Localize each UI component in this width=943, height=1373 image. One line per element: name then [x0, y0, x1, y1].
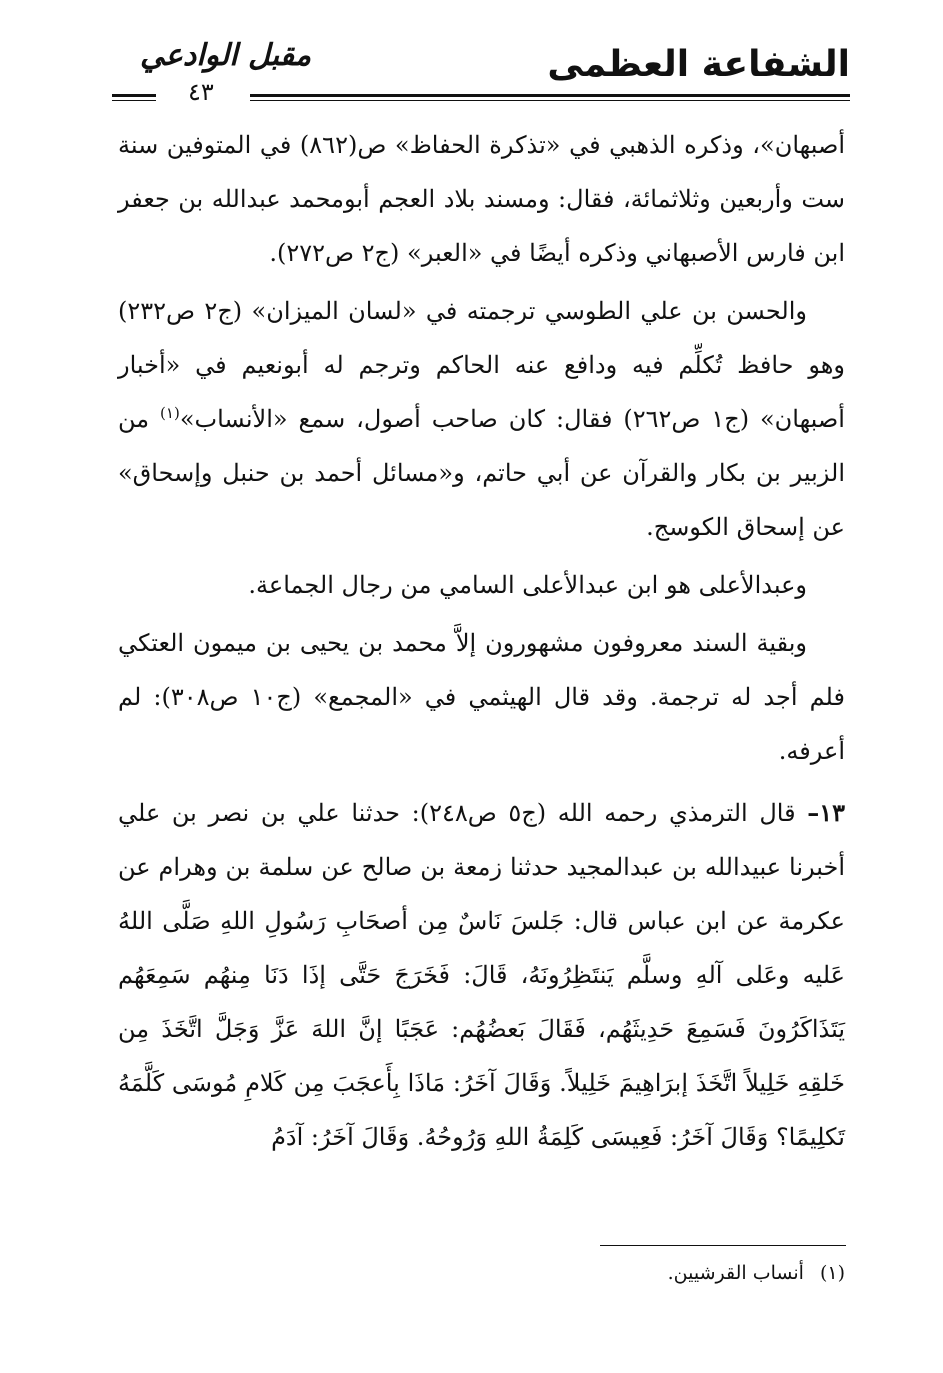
page-header	[110, 30, 850, 110]
page-number: ٤٣	[188, 78, 214, 106]
paragraph: وعبدالأعلى هو ابن عبدالأعلى السامي من رجال الجماعة.	[248, 571, 807, 599]
hadith-number: ١٣–	[807, 798, 846, 827]
footnote-reference: (١)	[160, 404, 180, 422]
footnote	[668, 1262, 845, 1284]
hadith-text: قال الترمذي رحمه الله (ج٥ ص٢٤٨): حدثنا علي بن نصر بن علي أخبرنا عبيدالله بن عبدالمجيد حدثنا زمعة بن صالح عن سلمة بن وهرام عن عكرمة عن ابن عباس قال: جَلسَ نَاسٌ مِن أصحَابِ رَسُولِ اللهِ صَلَّى اللهُ عَليه وعَلى آلهِ وسلَّم يَنتَظِرُونَهُ، قَالَ: فَخَرَجَ حَتَّى إذَا دَنَا مِنهُم سَمِعَهُم يَتَذَاكَرُونَ فَسَمِعَ حَدِيثَهُم، فَقَالَ بَعضُهُم: عَجَبًا إنَّ اللهَ عَزَّ وَجَلَّ اتَّخَذَ مِن خَلقِهِ خَلِيلاً اتَّخَذَ إبرَاهِيمَ خَلِيلاً. وَقَالَ آخَرُ: مَاذَا بِأَعجَبَ مِن كَلامِ مُوسَى كَلَّمَهُ تَكلِيمًا؟ وَقَالَ آخَرُ: فَعِيسَى كَلِمَةُ اللهِ وَرُوحُهُ. وَقَالَ آخَرُ: آدَمُ	[118, 799, 846, 1151]
footnote-separator	[600, 1245, 846, 1246]
paragraph: أصبهان»، وذكره الذهبي في «تذكرة الحفاظ» ص(٨٦٢) في المتوفين سنة ست وأربعين وثلاثمائة، فقال: ومسند بلاد العجم أبومحمد عبدالله بن جعفر ابن فارس الأصبهاني وذكره أيضًا في «العبر» (ج٢ ص٢٧٢).	[118, 131, 845, 267]
author-signature: مقبل الوادعي	[140, 38, 312, 73]
paragraph-continuation: من الزبير بن بكار والقرآن عن أبي حاتم، و«مسائل أحمد بن حنبل وإسحاق» عن إسحاق الكوسج.	[118, 405, 845, 541]
running-title: الشفاعة العظمى	[547, 44, 850, 85]
footnote-number: (١)	[819, 1262, 845, 1284]
footnote-text: أنساب القرشيين.	[667, 1262, 804, 1284]
main-text	[118, 118, 845, 1168]
hadith-paragraph	[118, 786, 845, 1164]
paragraph-text: والحسن بن علي الطوسي ترجمته في «لسان الميزان» (ج٢ ص٢٣٢) وهو حافظ تُكلِّم فيه ودافع عنه الحاكم وترجم له أبونعيم في «أخبار أصبهان» (ج١ ص٢٦٢) فقال: كان صاحب أصول، سمع «الأنساب»	[118, 297, 845, 433]
paragraph	[118, 284, 845, 554]
paragraph: وبقية السند معروفون مشهورون إلاَّ محمد بن يحيى بن ميمون العتكي فلم أجد له ترجمة. وقد قال الهيثمي في «المجمع» (ج١٠ ص٣٠٨): لم أعرفه.	[118, 629, 845, 765]
header-rule	[250, 94, 850, 101]
header-rule-short	[112, 94, 156, 101]
